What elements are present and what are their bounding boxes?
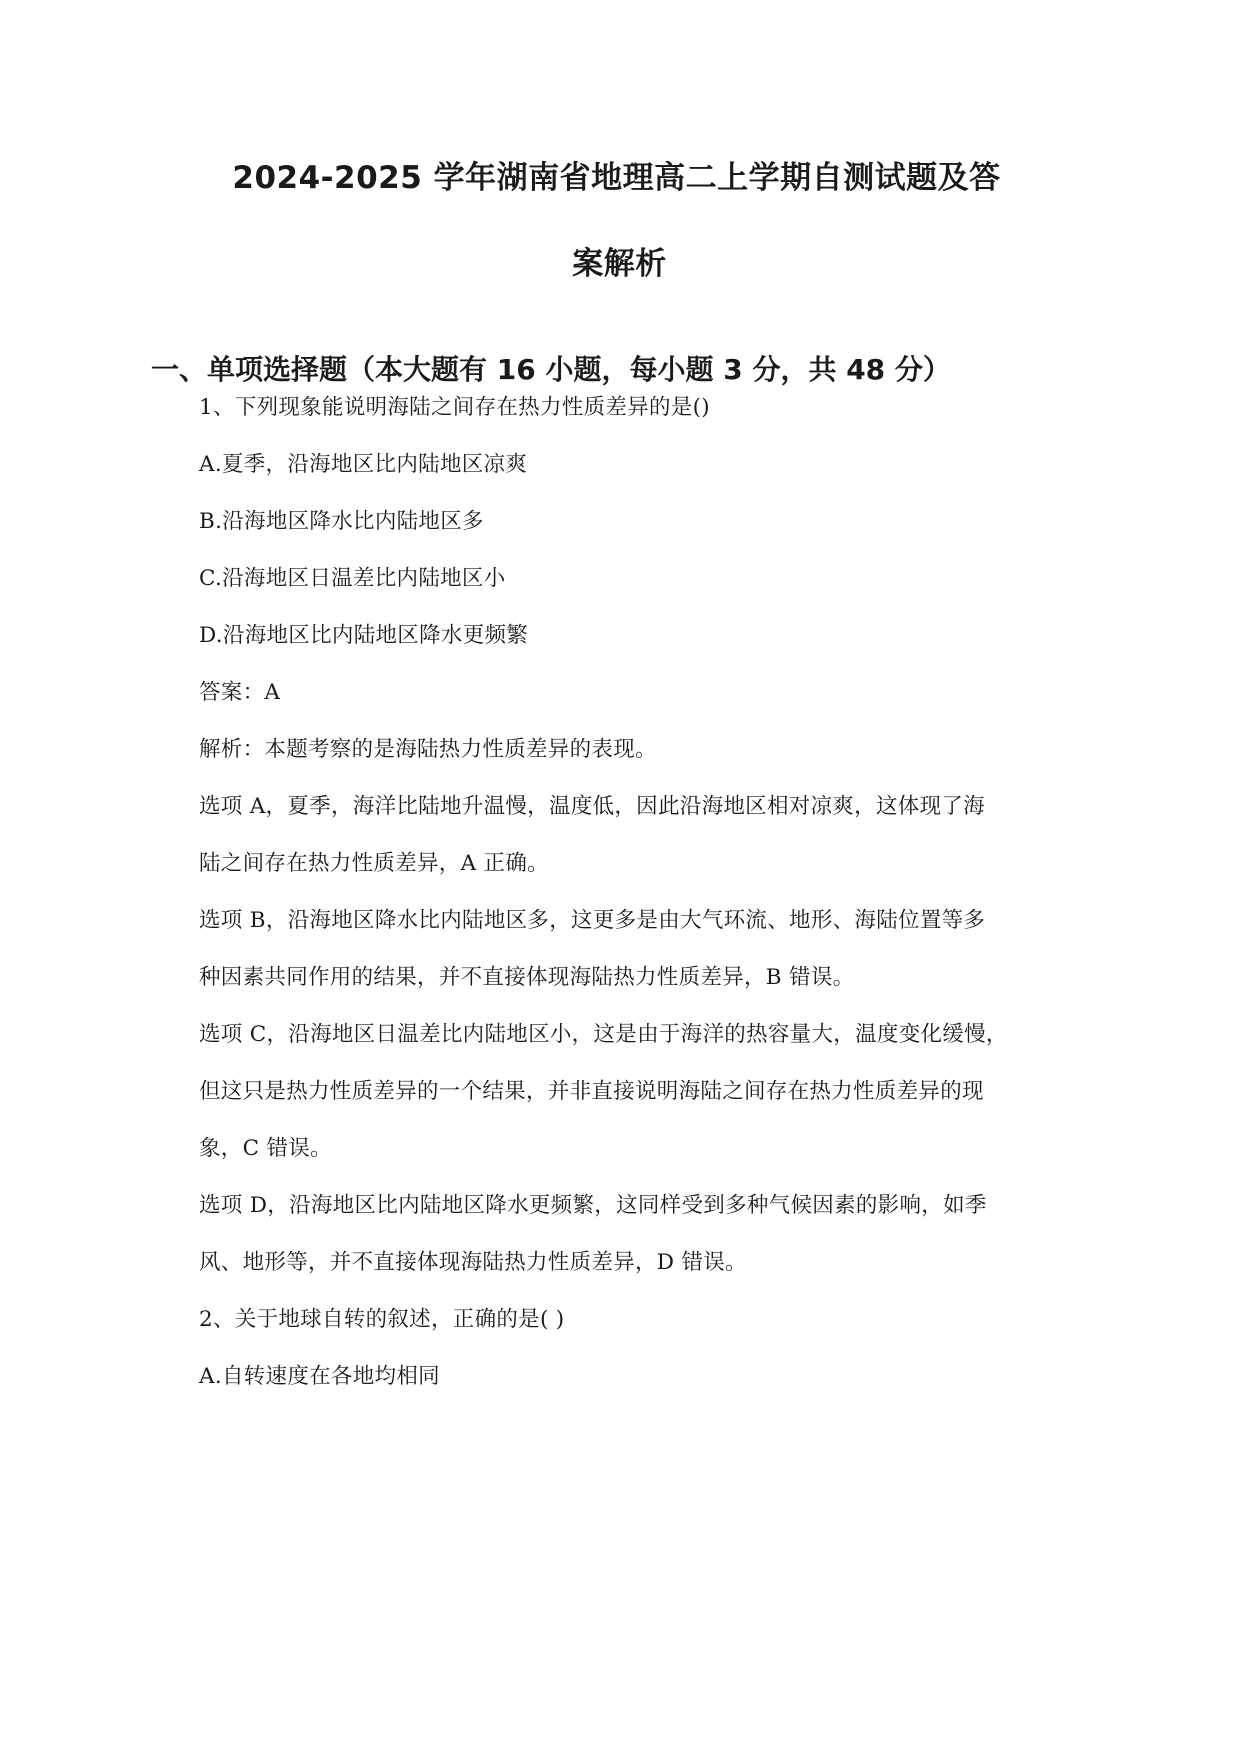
question-2-stem: 2、关于地球自转的叙述，正确的是( ) xyxy=(199,1307,565,1332)
question-1-analysis-line: 风、地形等，并不直接体现海陆热力性质差异，D 错误。 xyxy=(199,1250,747,1275)
question-1-analysis-line: 选项 A，夏季，海洋比陆地升温慢，温度低，因此沿海地区相对凉爽，这体现了海 xyxy=(199,794,985,819)
question-1-option-c: C.沿海地区日温差比内陆地区小 xyxy=(199,566,506,591)
question-1-option-d: D.沿海地区比内陆地区降水更频繁 xyxy=(199,623,529,648)
question-1-option-a: A.夏季，沿海地区比内陆地区凉爽 xyxy=(199,452,528,477)
question-1-answer: 答案：A xyxy=(199,680,281,705)
question-1-analysis-line: 陆之间存在热力性质差异，A 正确。 xyxy=(199,851,549,876)
question-1-analysis-line: 象，C 错误。 xyxy=(199,1136,332,1161)
question-1-stem: 1、下列现象能说明海陆之间存在热力性质差异的是() xyxy=(199,395,710,420)
question-1-analysis-line: 种因素共同作用的结果，并不直接体现海陆热力性质差异，B 错误。 xyxy=(199,965,855,990)
question-1-analysis-line: 选项 D，沿海地区比内陆地区降水更频繁，这同样受到多种气候因素的影响，如季 xyxy=(199,1193,987,1218)
document-title-line-1: 2024-2025 学年湖南省地理高二上学期自测试题及答 xyxy=(232,160,1001,196)
question-1-option-b: B.沿海地区降水比内陆地区多 xyxy=(199,509,484,534)
question-1-analysis-line: 但这只是热力性质差异的一个结果，并非直接说明海陆之间存在热力性质差异的现 xyxy=(199,1079,984,1104)
question-1-analysis-intro: 解析：本题考察的是海陆热力性质差异的表现。 xyxy=(199,737,657,762)
document-title-line-2: 案解析 xyxy=(572,246,667,282)
question-1-analysis-line: 选项 B，沿海地区降水比内陆地区多，这更多是由大气环流、地形、海陆位置等多 xyxy=(199,908,986,933)
section-heading: 一、单项选择题（本大题有 16 小题，每小题 3 分，共 48 分） xyxy=(151,353,951,386)
question-2-option-a: A.自转速度在各地均相同 xyxy=(199,1364,440,1389)
question-1-analysis-line: 选项 C，沿海地区日温差比内陆地区小，这是由于海洋的热容量大，温度变化缓慢， xyxy=(199,1022,1008,1047)
